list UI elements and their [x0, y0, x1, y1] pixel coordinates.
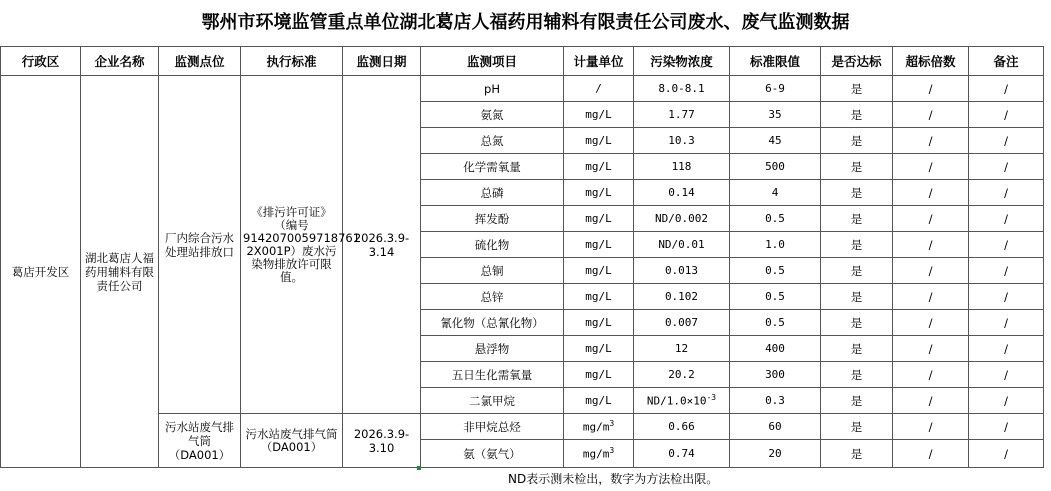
limit-cell-text: 0.5: [765, 316, 785, 329]
date-cell: 2026.3.9-3.10: [343, 414, 421, 468]
concentration-cell-text: 0.66: [668, 420, 695, 433]
company-cell: 湖北葛店人福药用辅料有限责任公司: [81, 76, 159, 468]
table-row: [1, 76, 1044, 102]
exceed-cell: [893, 336, 969, 362]
unit-cell: [564, 284, 634, 310]
remark-cell-text: /: [1004, 289, 1008, 304]
remark-cell-text: /: [1004, 133, 1008, 148]
remark-cell-text: /: [1004, 367, 1008, 382]
exceed-cell: [893, 284, 969, 310]
compliant-cell-text: 是: [850, 159, 863, 174]
header-remark: 备注: [969, 47, 1044, 76]
exceed-cell: [893, 388, 969, 414]
concentration-cell-text: 10.3: [668, 134, 695, 147]
remark-cell-text: /: [1004, 211, 1008, 226]
exceed-cell: [893, 440, 969, 468]
compliant-cell-text: 是: [850, 419, 863, 434]
item-cell: [421, 206, 564, 232]
compliant-cell: [821, 206, 893, 232]
exceed-cell-text: /: [928, 367, 933, 382]
compliant-cell-text: 是: [850, 107, 863, 122]
limit-cell-text: 45: [768, 134, 782, 147]
concentration-cell: [634, 310, 730, 336]
limit-cell: [730, 258, 821, 284]
compliant-cell: [821, 102, 893, 128]
concentration-cell-text: 0.14: [668, 186, 695, 199]
header-region: 行政区: [1, 47, 81, 76]
unit-cell: [564, 232, 634, 258]
item-cell: [421, 232, 564, 258]
header-point: 监测点位: [159, 47, 241, 76]
remark-cell-text: /: [1004, 315, 1008, 330]
compliant-cell-text: 是: [850, 289, 863, 304]
compliant-cell-text: 是: [850, 211, 863, 226]
item-cell: [421, 180, 564, 206]
limit-cell-text: 6-9: [765, 82, 785, 95]
unit-cell-text: mg/L: [585, 134, 612, 147]
item-cell: [421, 154, 564, 180]
footnote: ND表示测未检出，数字为方法检出限。: [508, 472, 719, 486]
unit-cell: [564, 180, 634, 206]
remark-cell: [969, 388, 1044, 414]
limit-cell-text: 300: [765, 368, 785, 381]
point-cell: 厂内综合污水处理站排放口: [159, 76, 241, 414]
page-title: 鄂州市环境监管重点单位湖北葛店人福药用辅料有限责任公司废水、废气监测数据: [201, 12, 850, 33]
remark-cell: [969, 154, 1044, 180]
concentration-cell: [634, 414, 730, 440]
limit-cell-text: 0.5: [765, 264, 785, 277]
limit-cell-text: 60: [768, 420, 782, 433]
unit-cell-text: mg/L: [585, 108, 612, 121]
compliant-cell: [821, 258, 893, 284]
unit-cell: [564, 440, 634, 468]
unit-cell-text: mg/L: [585, 186, 612, 199]
limit-cell: [730, 388, 821, 414]
item-cell-text: 氰化物（总氰化物）: [440, 315, 544, 330]
date-cell: 2026.3.9-3.14: [343, 76, 421, 414]
item-cell: [421, 388, 564, 414]
compliant-cell-text: 是: [850, 341, 863, 356]
concentration-cell-text: 0.74: [668, 447, 695, 460]
exceed-cell-text: /: [928, 133, 933, 148]
compliant-cell-text: 是: [850, 367, 863, 382]
item-cell: [421, 310, 564, 336]
item-cell-text: 五日生化需氧量: [451, 367, 533, 382]
limit-cell-text: 0.3: [765, 394, 785, 407]
unit-cell-text: mg/L: [585, 368, 612, 381]
remark-cell-text: /: [1004, 263, 1008, 278]
remark-cell-text: /: [1004, 419, 1008, 434]
exceed-cell-text: /: [928, 81, 933, 96]
exceed-cell: [893, 310, 969, 336]
limit-cell: [730, 76, 821, 102]
unit-cell-superscript: 3: [609, 446, 615, 456]
remark-cell: [969, 128, 1044, 154]
remark-cell: [969, 284, 1044, 310]
compliant-cell-text: 是: [850, 315, 863, 330]
point-cell: 污水站废气排气筒（DA001）: [159, 414, 241, 468]
item-cell: [421, 362, 564, 388]
unit-cell-text: mg/L: [585, 212, 612, 225]
unit-cell: [564, 206, 634, 232]
limit-cell: [730, 440, 821, 468]
item-cell: [421, 128, 564, 154]
concentration-cell-text: ND/1.0×10: [646, 394, 707, 408]
concentration-cell: [634, 232, 730, 258]
item-cell: [421, 258, 564, 284]
standard-cell: 污水站废气排气筒（DA001）: [241, 414, 343, 468]
unit-cell-text: mg/L: [585, 264, 612, 277]
item-cell: [421, 336, 564, 362]
compliant-cell: [821, 388, 893, 414]
monitoring-data-table: [0, 46, 1044, 468]
unit-cell: [564, 414, 634, 440]
exceed-cell: [893, 258, 969, 284]
compliant-cell: [821, 76, 893, 102]
unit-cell-text: mg/L: [585, 238, 612, 251]
unit-cell: [564, 154, 634, 180]
header-unit: 计量单位: [564, 47, 634, 76]
remark-cell: [969, 102, 1044, 128]
exceed-cell-text: /: [928, 237, 933, 252]
remark-cell-text: /: [1004, 393, 1008, 408]
standard-cell: 《排污许可证》（编号9142070059718761 2X001P）废水污染物排放许可限值。: [241, 76, 343, 414]
compliant-cell-text: 是: [850, 185, 863, 200]
compliant-cell: [821, 284, 893, 310]
concentration-cell-text: 12: [674, 342, 689, 355]
compliant-cell: [821, 180, 893, 206]
concentration-cell: [634, 76, 730, 102]
exceed-cell-text: /: [928, 159, 933, 174]
limit-cell: [730, 310, 821, 336]
concentration-cell: [634, 102, 730, 128]
header-item: 监测项目: [421, 47, 564, 76]
remark-cell: [969, 76, 1044, 102]
exceed-cell: [893, 76, 969, 102]
item-cell-text: 总铜: [480, 263, 504, 278]
concentration-cell-text: 0.013: [664, 264, 699, 277]
remark-cell-text: /: [1004, 185, 1008, 200]
unit-cell: [564, 388, 634, 414]
item-cell-text: 总氮: [480, 133, 504, 148]
unit-cell-text: mg/m: [582, 447, 610, 461]
limit-cell-text: 35: [768, 108, 782, 121]
item-cell-text: 总磷: [480, 185, 504, 200]
remark-cell: [969, 258, 1044, 284]
limit-cell: [730, 414, 821, 440]
compliant-cell: [821, 310, 893, 336]
concentration-cell-text: 0.102: [664, 290, 699, 303]
unit-cell-text: mg/L: [585, 160, 612, 173]
remark-cell: [969, 414, 1044, 440]
limit-cell: [730, 102, 821, 128]
exceed-cell-text: /: [928, 263, 933, 278]
header-date: 监测日期: [343, 47, 421, 76]
header-compliant: 是否达标: [821, 47, 893, 76]
unit-cell: [564, 102, 634, 128]
limit-cell: [730, 336, 821, 362]
concentration-cell: [634, 128, 730, 154]
concentration-cell: [634, 206, 730, 232]
concentration-cell: [634, 284, 730, 310]
exceed-cell: [893, 102, 969, 128]
remark-cell: [969, 232, 1044, 258]
unit-cell-text: mg/m: [582, 420, 610, 434]
header-limit: 标准限值: [730, 47, 821, 76]
concentration-cell: [634, 258, 730, 284]
remark-cell-text: /: [1004, 341, 1008, 356]
unit-cell: [564, 76, 634, 102]
concentration-cell-superscript: -3: [706, 393, 717, 403]
remark-cell: [969, 206, 1044, 232]
limit-cell: [730, 232, 821, 258]
compliant-cell-text: 是: [850, 393, 863, 408]
remark-cell-text: /: [1004, 237, 1008, 252]
limit-cell: [730, 154, 821, 180]
item-cell-text: 氨（氨气）: [463, 446, 521, 461]
item-cell: [421, 440, 564, 468]
limit-cell: [730, 362, 821, 388]
concentration-cell-text: 118: [671, 160, 692, 173]
unit-cell-text: mg/L: [585, 316, 612, 329]
item-cell: [421, 284, 564, 310]
unit-cell: [564, 128, 634, 154]
exceed-cell: [893, 180, 969, 206]
unit-cell: [564, 362, 634, 388]
exceed-cell-text: /: [928, 211, 933, 226]
item-cell: [421, 102, 564, 128]
compliant-cell: [821, 362, 893, 388]
item-cell-text: 悬浮物: [474, 341, 510, 356]
exceed-cell: [893, 154, 969, 180]
exceed-cell-text: /: [928, 446, 933, 461]
concentration-cell-text: 8.0-8.1: [658, 82, 705, 95]
table-header-row: [1, 47, 1044, 76]
remark-cell-text: /: [1004, 159, 1008, 174]
remark-cell: [969, 336, 1044, 362]
header-concentration: 污染物浓度: [634, 47, 730, 76]
concentration-cell-text: 1.77: [668, 108, 695, 121]
remark-cell-text: /: [1004, 107, 1008, 122]
limit-cell-text: 0.5: [765, 212, 785, 225]
header-standard: 执行标准: [241, 47, 343, 76]
concentration-cell-text: ND/0.01: [658, 238, 705, 251]
unit-cell-text: mg/L: [585, 342, 612, 355]
concentration-cell: [634, 440, 730, 468]
compliant-cell: [821, 232, 893, 258]
concentration-cell-text: 0.007: [664, 316, 699, 329]
limit-cell-text: 20: [768, 447, 782, 460]
limit-cell: [730, 284, 821, 310]
exceed-cell-text: /: [928, 289, 933, 304]
concentration-cell: [634, 154, 730, 180]
compliant-cell-text: 是: [850, 237, 863, 252]
compliant-cell-text: 是: [850, 81, 863, 96]
limit-cell: [730, 128, 821, 154]
item-cell: [421, 76, 564, 102]
compliant-cell: [821, 414, 893, 440]
unit-cell-text: mg/L: [585, 394, 612, 407]
limit-cell-text: 0.5: [765, 290, 785, 303]
limit-cell: [730, 206, 821, 232]
item-cell-text: 化学需氧量: [463, 159, 521, 174]
item-cell-text: 氨氮: [480, 107, 504, 122]
exceed-cell: [893, 128, 969, 154]
unit-cell: [564, 336, 634, 362]
remark-cell: [969, 180, 1044, 206]
compliant-cell-text: 是: [850, 133, 863, 148]
remark-cell: [969, 440, 1044, 468]
limit-cell-text: 4: [771, 186, 779, 199]
unit-cell: [564, 310, 634, 336]
concentration-cell: [634, 362, 730, 388]
remark-cell: [969, 362, 1044, 388]
compliant-cell: [821, 128, 893, 154]
remark-cell: [969, 310, 1044, 336]
unit-cell-superscript: 3: [609, 419, 615, 429]
exceed-cell-text: /: [928, 107, 933, 122]
compliant-cell: [821, 336, 893, 362]
exceed-cell: [893, 362, 969, 388]
unit-cell-text: mg/L: [585, 290, 612, 303]
remark-cell-text: /: [1004, 81, 1008, 96]
compliant-cell: [821, 440, 893, 468]
compliant-cell: [821, 154, 893, 180]
item-cell-text: pH: [484, 81, 500, 96]
item-cell: [421, 414, 564, 440]
remark-cell-text: /: [1004, 446, 1008, 461]
exceed-cell-text: /: [928, 315, 933, 330]
exceed-cell: [893, 232, 969, 258]
unit-cell: [564, 258, 634, 284]
header-exceed: 超标倍数: [893, 47, 969, 76]
concentration-cell: [634, 388, 730, 414]
item-cell-text: 二氯甲烷: [469, 393, 515, 408]
unit-cell-text: /: [595, 82, 602, 95]
exceed-cell-text: /: [928, 419, 933, 434]
exceed-cell: [893, 206, 969, 232]
concentration-cell: [634, 336, 730, 362]
concentration-cell-text: ND/0.002: [655, 212, 708, 225]
region-cell: 葛店开发区: [1, 76, 81, 468]
limit-cell: [730, 180, 821, 206]
compliant-cell-text: 是: [850, 263, 863, 278]
limit-cell-text: 400: [765, 342, 785, 355]
concentration-cell: [634, 180, 730, 206]
limit-cell-text: 1.0: [765, 238, 785, 251]
item-cell-text: 非甲烷总烃: [463, 419, 521, 434]
header-company: 企业名称: [81, 47, 159, 76]
item-cell-text: 挥发酚: [474, 211, 510, 226]
concentration-cell-text: 20.2: [668, 368, 695, 381]
exceed-cell-text: /: [928, 393, 933, 408]
limit-cell-text: 500: [765, 160, 785, 173]
exceed-cell: [893, 414, 969, 440]
item-cell-text: 总锌: [480, 289, 504, 304]
item-cell-text: 硫化物: [474, 237, 510, 252]
compliant-cell-text: 是: [850, 446, 863, 461]
exceed-cell-text: /: [928, 185, 933, 200]
exceed-cell-text: /: [928, 341, 933, 356]
